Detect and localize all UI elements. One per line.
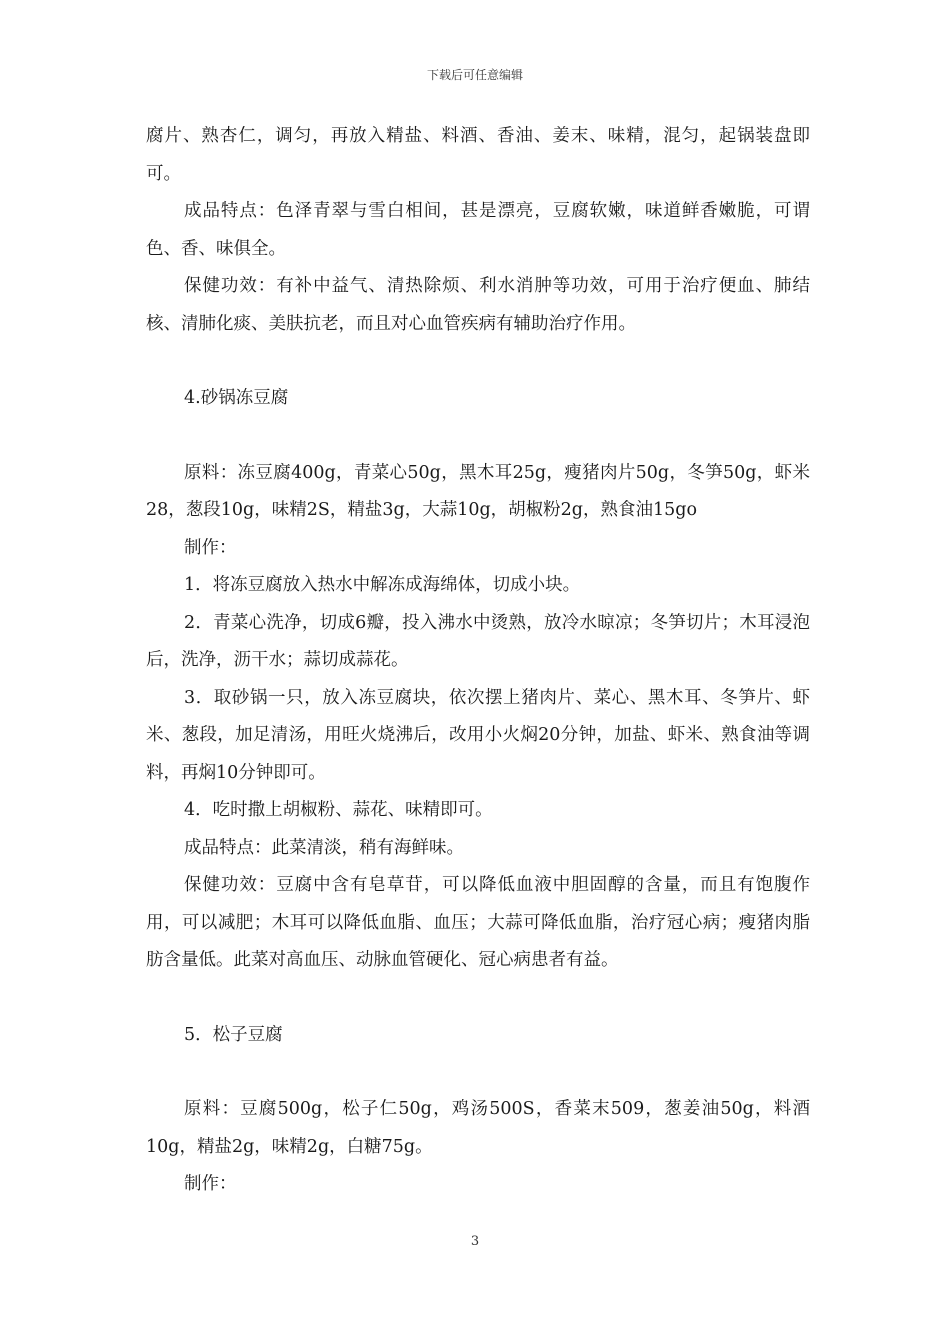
section-heading: 4.砂锅冻豆腐 xyxy=(184,388,289,408)
list-item: 4．吃时撒上胡椒粉、蒜花、味精即可。 xyxy=(184,800,493,820)
page-body xyxy=(146,118,810,1204)
paragraph: 成品特点：此菜清淡，稍有海鲜味。 xyxy=(184,837,464,858)
paragraph: 成品特点：色泽青翠与雪白相间，甚是漂亮，豆腐软嫩，味道鲜香嫩脆，可谓色、香、味俱全。 xyxy=(146,201,810,259)
paragraph: 原料：豆腐500g，松子仁50g，鸡汤500S，香菜末509，葱姜油50g，料酒10g，精盐2g，味精2g，白糖75g。 xyxy=(146,1099,810,1157)
paragraph: 制作： xyxy=(184,1174,237,1194)
paragraph: 保健功效：有补中益气、清热除烦、利水消肿等功效，可用于治疗便血、肺结核、清肺化痰、美肤抗老，而且对心血管疾病有辅助治疗作用。 xyxy=(146,276,810,334)
paragraph: 原料：冻豆腐400g，青菜心50g，黑木耳25g，瘦猪肉片50g，冬笋50g，虾米28，葱段10g，味精2S，精盐3g，大蒜10g，胡椒粉2g，熟食油15go xyxy=(146,462,810,520)
paragraph: 制作： xyxy=(184,537,237,558)
list-item: 1．将冻豆腐放入热水中解冻成海绵体，切成小块。 xyxy=(184,575,581,595)
list-item: 2．青菜心洗净，切成6瓣，投入沸水中烫熟，放冷水晾凉；冬笋切片；木耳浸泡后，洗净，沥干水；蒜切成蒜花。 xyxy=(146,612,810,670)
list-item: 3．取砂锅一只，放入冻豆腐块，依次摆上猪肉片、菜心、黑木耳、冬笋片、虾米、葱段，加足清汤，用旺火烧沸后，改用小火焖20分钟，加盐、虾米、熟食油等调料，再焖10分钟即可。 xyxy=(146,687,810,783)
paragraph: 腐片、熟杏仁，调匀，再放入精盐、料酒、香油、姜末、味精，混匀，起锅装盘即可。 xyxy=(146,126,810,184)
section-heading: 5．松子豆腐 xyxy=(184,1024,283,1045)
paragraph: 保健功效：豆腐中含有皂草苷，可以降低血液中胆固醇的含量，而且有饱腹作用，可以减肥；木耳可以降低血脂、血压；大蒜可降低血脂，治疗冠心病；瘦猪肉脂肪含量低。此菜对高血压、动脉血管硬化、冠心病患者有益。 xyxy=(146,875,810,970)
page-header: 下载后可任意编辑 xyxy=(426,68,523,82)
page-number: 3 xyxy=(470,1234,480,1249)
